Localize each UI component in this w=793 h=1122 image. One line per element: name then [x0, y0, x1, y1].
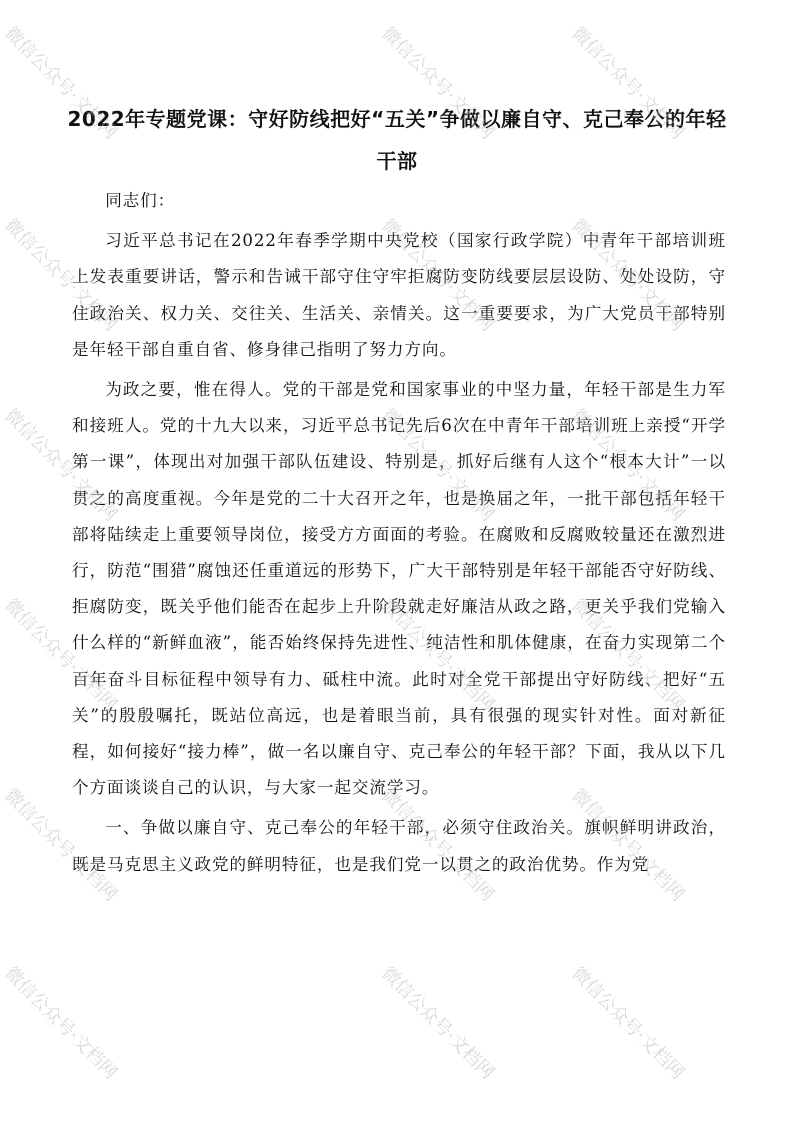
watermark-text: 微信公众号·文档网 — [377, 784, 499, 906]
paragraph: 为政之要，惟在得人。党的干部是党和国家事业的中坚力量，年轻干部是生力军和接班人。党的十九大以来，习近平总书记先后6次在中青年干部培训班上亲授“开学第一课”，体现出对加强干部队伍建设、特别是，抓好后继有人这个“根本大计”一以贯之的高度重视。今年是党的二十大召开之年，也是换届之年，一批干部包括年轻干部将陆续走上重要领导岗位，接受方方面面的考验。在腐败和反腐败较量还在激烈进行，防范“围猎”腐蚀还任重道远的形势下，广大干部特别是年轻干部能否守好防线、拒腐防变，既关乎他们能否在起步上升阶段就走好廉洁从政之路，更关乎我们党输入什么样的“新鲜血液”，能否始终保持先进性、纯洁性和肌体健康，在奋力实现第二个百年奋斗目标征程中领导有力、砥柱中流。此时对全党干部提出守好防线、把好“五关”的殷殷嘱托，既站位高远，也是着眼当前，具有很强的现实针对性。面对新征程，如何接好“接力棒”，做一名以廉自守、克己奉公的年轻干部？下面，我从以下几个方面谈谈自己的认识，与大家一起交流学习。 — [72, 380, 726, 798]
watermark-text: 微信公众号·文档网 — [567, 962, 689, 1084]
watermark-text: 微信公众号·文档网 — [567, 784, 689, 906]
watermark-text: 微信公众号·文档网 — [567, 22, 689, 144]
document-body — [72, 183, 726, 887]
watermark-text: 微信公众号·文档网 — [0, 404, 122, 526]
watermark-text: 微信公众号·文档网 — [377, 962, 499, 1084]
watermark-text: 微信公众号·文档网 — [377, 594, 499, 716]
watermark-text: 微信公众号·文档网 — [377, 404, 499, 526]
watermark-text: 微信公众号·文档网 — [0, 22, 122, 144]
watermark-text: 微信公众号·文档网 — [0, 214, 122, 336]
watermark-text: 微信公众号·文档网 — [0, 594, 122, 716]
watermark-text: 微信公众号·文档网 — [0, 784, 122, 906]
watermark-text: 微信公众号·文档网 — [567, 404, 689, 526]
watermark-text: 微信公众号·文档网 — [0, 962, 122, 1084]
watermark-text: 微信公众号·文档网 — [377, 22, 499, 144]
salutation: 同志们： — [105, 191, 176, 210]
watermark-text: 微信公众号·文档网 — [377, 214, 499, 336]
paragraph: 习近平总书记在2022年春季学期中央党校（国家行政学院）中青年干部培训班上发表重要讲话，警示和告诫干部守住守牢拒腐防变防线要层层设防、处处设防，守住政治关、权力关、交往关、生活关、亲情关。这一重要要求，为广大党员干部特别是年轻干部自重自省、修身律己指明了努力方向。 — [72, 231, 726, 359]
paragraph: 一、争做以廉自守、克己奉公的年轻干部，必须守住政治关。旗帜鲜明讲政治，既是马克思主义政党的鲜明特征，也是我们党一以贯之的政治优势。作为党 — [72, 818, 726, 874]
document-title: 2022年专题党课：守好防线把好“五关”争做以廉自守、克己奉公的年轻干部 — [67, 107, 727, 173]
watermark-text: 微信公众号·文档网 — [567, 214, 689, 336]
watermark-text: 微信公众号·文档网 — [567, 594, 689, 716]
